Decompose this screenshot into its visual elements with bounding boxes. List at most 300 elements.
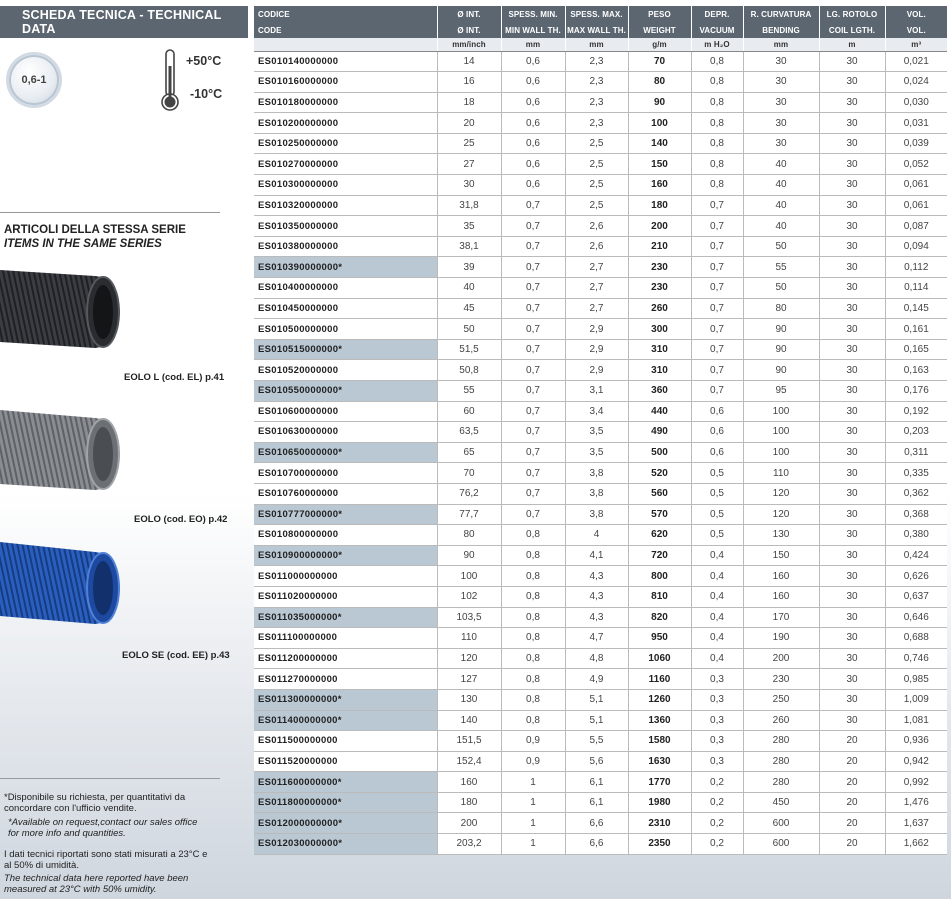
cell-min-wall: 0,7 [501, 278, 565, 299]
cell-inner-diameter: 152,4 [437, 751, 501, 772]
table-row [254, 566, 947, 587]
cell-weight: 720 [628, 545, 691, 566]
cell-max-wall: 2,7 [565, 298, 628, 319]
cell-vacuum: 0,7 [691, 195, 743, 216]
header-row-units [254, 38, 947, 51]
cell-weight: 440 [628, 401, 691, 422]
cell-code: ES012030000000* [254, 834, 437, 855]
table-row [254, 525, 947, 546]
table-row [254, 360, 947, 381]
cell-bending: 160 [743, 586, 819, 607]
cell-bending: 190 [743, 628, 819, 649]
cell-vacuum: 0,4 [691, 566, 743, 587]
cell-code: ES010500000000 [254, 319, 437, 340]
cell-weight: 140 [628, 133, 691, 154]
cell-vacuum: 0,2 [691, 792, 743, 813]
cell-max-wall: 2,9 [565, 360, 628, 381]
cell-min-wall: 0,6 [501, 175, 565, 196]
cell-code: ES011035000000* [254, 607, 437, 628]
hose-image-eolo-se [0, 540, 130, 632]
cell-vacuum: 0,3 [691, 751, 743, 772]
cell-inner-diameter: 180 [437, 792, 501, 813]
cell-min-wall: 0,7 [501, 504, 565, 525]
cell-bending: 600 [743, 813, 819, 834]
cell-vacuum: 0,3 [691, 689, 743, 710]
cell-max-wall: 2,9 [565, 339, 628, 360]
cell-coil-length: 30 [819, 442, 885, 463]
product-label-eolo-l: EOLO L (cod. EL) p.41 [124, 372, 225, 383]
table-body [254, 51, 947, 854]
cell-max-wall: 3,4 [565, 401, 628, 422]
cell-coil-length: 30 [819, 175, 885, 196]
cell-inner-diameter: 140 [437, 710, 501, 731]
cell-max-wall: 4,3 [565, 586, 628, 607]
cell-inner-diameter: 20 [437, 113, 501, 134]
cell-min-wall: 0,8 [501, 648, 565, 669]
header-min-wall: MIN WALL TH. [501, 22, 565, 38]
cell-bending: 90 [743, 360, 819, 381]
cell-coil-length: 30 [819, 525, 885, 546]
cell-vacuum: 0,8 [691, 72, 743, 93]
table-row [254, 834, 947, 855]
cell-max-wall: 4,3 [565, 607, 628, 628]
cell-code: ES010760000000 [254, 483, 437, 504]
cell-coil-length: 20 [819, 751, 885, 772]
cell-bending: 30 [743, 92, 819, 113]
cell-max-wall: 5,1 [565, 689, 628, 710]
cell-min-wall: 0,7 [501, 339, 565, 360]
cell-code: ES010450000000 [254, 298, 437, 319]
cell-bending: 100 [743, 442, 819, 463]
cell-vacuum: 0,2 [691, 772, 743, 793]
cell-code: ES011270000000 [254, 669, 437, 690]
cell-inner-diameter: 45 [437, 298, 501, 319]
cell-vacuum: 0,6 [691, 401, 743, 422]
note-availability-it: *Disponibile su richiesta, per quantitativi da concordare con l'ufficio vendite. [4, 792, 186, 814]
cell-weight: 950 [628, 628, 691, 649]
cell-bending: 280 [743, 731, 819, 752]
cell-bending: 80 [743, 298, 819, 319]
cell-code: ES011020000000 [254, 586, 437, 607]
cell-bending: 40 [743, 195, 819, 216]
cell-min-wall: 1 [501, 834, 565, 855]
temperature-max: +50°C [186, 54, 222, 68]
technical-data-table [254, 6, 947, 855]
cell-weight: 1360 [628, 710, 691, 731]
cell-min-wall: 0,7 [501, 236, 565, 257]
cell-volume: 0,424 [885, 545, 947, 566]
cell-vacuum: 0,3 [691, 669, 743, 690]
cell-min-wall: 0,6 [501, 92, 565, 113]
cell-min-wall: 0,7 [501, 298, 565, 319]
cell-code: ES010140000000 [254, 51, 437, 72]
header-max-wall: MAX WALL TH. [565, 22, 628, 38]
table-row [254, 648, 947, 669]
cell-code: ES010777000000* [254, 504, 437, 525]
cell-inner-diameter: 120 [437, 648, 501, 669]
cell-inner-diameter: 160 [437, 772, 501, 793]
cell-min-wall: 0,9 [501, 731, 565, 752]
cell-code: ES010180000000 [254, 92, 437, 113]
header-weight: PESO [628, 6, 691, 22]
cell-max-wall: 2,5 [565, 154, 628, 175]
cell-coil-length: 30 [819, 236, 885, 257]
cell-inner-diameter: 38,1 [437, 236, 501, 257]
cell-vacuum: 0,8 [691, 51, 743, 72]
cell-inner-diameter: 35 [437, 216, 501, 237]
cell-volume: 0,637 [885, 586, 947, 607]
cell-max-wall: 2,3 [565, 92, 628, 113]
cell-weight: 560 [628, 483, 691, 504]
cell-weight: 230 [628, 257, 691, 278]
cell-bending: 130 [743, 525, 819, 546]
cell-code: ES011300000000* [254, 689, 437, 710]
pressure-badge: 0,6-1 [6, 52, 62, 108]
cell-inner-diameter: 130 [437, 689, 501, 710]
cell-code: ES012000000000* [254, 813, 437, 834]
cell-min-wall: 0,6 [501, 133, 565, 154]
cell-volume: 0,114 [885, 278, 947, 299]
cell-coil-length: 30 [819, 51, 885, 72]
header-weight: WEIGHT [628, 22, 691, 38]
cell-volume: 0,031 [885, 113, 947, 134]
cell-bending: 90 [743, 339, 819, 360]
cell-weight: 80 [628, 72, 691, 93]
cell-volume: 0,052 [885, 154, 947, 175]
cell-min-wall: 0,8 [501, 669, 565, 690]
cell-volume: 0,087 [885, 216, 947, 237]
cell-coil-length: 20 [819, 772, 885, 793]
cell-max-wall: 4 [565, 525, 628, 546]
cell-vacuum: 0,8 [691, 113, 743, 134]
cell-coil-length: 30 [819, 154, 885, 175]
cell-volume: 0,176 [885, 381, 947, 402]
cell-inner-diameter: 14 [437, 51, 501, 72]
cell-min-wall: 0,7 [501, 463, 565, 484]
cell-vacuum: 0,8 [691, 133, 743, 154]
cell-min-wall: 1 [501, 813, 565, 834]
left-panel [0, 0, 248, 899]
cell-bending: 120 [743, 483, 819, 504]
cell-bending: 95 [743, 381, 819, 402]
table-row [254, 442, 947, 463]
cell-weight: 260 [628, 298, 691, 319]
cell-max-wall: 2,7 [565, 278, 628, 299]
cell-coil-length: 30 [819, 298, 885, 319]
cell-volume: 0,311 [885, 442, 947, 463]
cell-min-wall: 0,7 [501, 442, 565, 463]
cell-max-wall: 5,1 [565, 710, 628, 731]
cell-code: ES011100000000 [254, 628, 437, 649]
cell-inner-diameter: 51,5 [437, 339, 501, 360]
product-label-eolo-se: EOLO SE (cod. EE) p.43 [122, 650, 230, 661]
cell-inner-diameter: 50,8 [437, 360, 501, 381]
cell-weight: 70 [628, 51, 691, 72]
table-row [254, 813, 947, 834]
table-row [254, 463, 947, 484]
cell-volume: 0,203 [885, 422, 947, 443]
cell-volume: 1,637 [885, 813, 947, 834]
cell-code: ES010160000000 [254, 72, 437, 93]
cell-coil-length: 30 [819, 669, 885, 690]
cell-bending: 170 [743, 607, 819, 628]
cell-min-wall: 0,7 [501, 319, 565, 340]
cell-code: ES010650000000* [254, 442, 437, 463]
table-row [254, 257, 947, 278]
cell-vacuum: 0,3 [691, 731, 743, 752]
cell-code: ES010350000000 [254, 216, 437, 237]
cell-inner-diameter: 50 [437, 319, 501, 340]
header-inner-diameter: Ø INT. [437, 22, 501, 38]
cell-vacuum: 0,2 [691, 813, 743, 834]
cell-coil-length: 30 [819, 566, 885, 587]
table-row [254, 216, 947, 237]
cell-weight: 300 [628, 319, 691, 340]
table-row [254, 504, 947, 525]
cell-inner-diameter: 30 [437, 175, 501, 196]
cell-vacuum: 0,7 [691, 298, 743, 319]
header-max-wall: SPESS. MAX. [565, 6, 628, 22]
cell-code: ES010270000000 [254, 154, 437, 175]
divider [0, 212, 220, 213]
header-coil-length: m [819, 38, 885, 51]
cell-code: ES011600000000* [254, 772, 437, 793]
cell-inner-diameter: 80 [437, 525, 501, 546]
cell-vacuum: 0,7 [691, 216, 743, 237]
cell-volume: 0,380 [885, 525, 947, 546]
cell-max-wall: 2,9 [565, 319, 628, 340]
cell-weight: 1060 [628, 648, 691, 669]
cell-coil-length: 30 [819, 483, 885, 504]
thermometer-icon [158, 48, 182, 112]
cell-code: ES011400000000* [254, 710, 437, 731]
cell-coil-length: 30 [819, 545, 885, 566]
cell-max-wall: 3,8 [565, 504, 628, 525]
cell-weight: 1580 [628, 731, 691, 752]
cell-max-wall: 4,1 [565, 545, 628, 566]
cell-bending: 40 [743, 175, 819, 196]
cell-min-wall: 0,7 [501, 216, 565, 237]
hose-image-eolo-l [0, 262, 130, 354]
cell-coil-length: 30 [819, 463, 885, 484]
header-code [254, 38, 437, 51]
cell-vacuum: 0,4 [691, 648, 743, 669]
cell-code: ES011500000000 [254, 731, 437, 752]
cell-code: ES010550000000* [254, 381, 437, 402]
cell-coil-length: 30 [819, 195, 885, 216]
cell-bending: 50 [743, 278, 819, 299]
table-row [254, 133, 947, 154]
table-row [254, 92, 947, 113]
header-row-italian [254, 6, 947, 22]
cell-volume: 0,094 [885, 236, 947, 257]
header-bending: R. CURVATURA [743, 6, 819, 22]
cell-inner-diameter: 55 [437, 381, 501, 402]
table-row [254, 669, 947, 690]
cell-weight: 500 [628, 442, 691, 463]
cell-inner-diameter: 18 [437, 92, 501, 113]
cell-max-wall: 3,8 [565, 463, 628, 484]
cell-volume: 0,992 [885, 772, 947, 793]
table-row [254, 401, 947, 422]
table-row [254, 319, 947, 340]
cell-vacuum: 0,2 [691, 834, 743, 855]
cell-inner-diameter: 90 [437, 545, 501, 566]
cell-coil-length: 30 [819, 278, 885, 299]
cell-min-wall: 0,8 [501, 710, 565, 731]
cell-volume: 0,030 [885, 92, 947, 113]
cell-max-wall: 2,6 [565, 236, 628, 257]
cell-volume: 1,009 [885, 689, 947, 710]
header-volume: m³ [885, 38, 947, 51]
cell-min-wall: 0,7 [501, 257, 565, 278]
cell-bending: 280 [743, 751, 819, 772]
cell-vacuum: 0,7 [691, 278, 743, 299]
table-row [254, 751, 947, 772]
cell-weight: 150 [628, 154, 691, 175]
cell-vacuum: 0,5 [691, 525, 743, 546]
cell-bending: 160 [743, 566, 819, 587]
product-label-eolo: EOLO (cod. EO) p.42 [134, 514, 228, 525]
cell-min-wall: 0,8 [501, 628, 565, 649]
cell-inner-diameter: 60 [437, 401, 501, 422]
cell-code: ES010200000000 [254, 113, 437, 134]
cell-weight: 1980 [628, 792, 691, 813]
series-title: ARTICOLI DELLA STESSA SERIE [4, 224, 186, 236]
cell-inner-diameter: 151,5 [437, 731, 501, 752]
table-row [254, 628, 947, 649]
cell-code: ES011520000000 [254, 751, 437, 772]
cell-volume: 0,368 [885, 504, 947, 525]
cell-coil-length: 30 [819, 422, 885, 443]
cell-min-wall: 0,7 [501, 422, 565, 443]
table-row [254, 381, 947, 402]
cell-vacuum: 0,7 [691, 339, 743, 360]
cell-min-wall: 0,7 [501, 381, 565, 402]
cell-code: ES011000000000 [254, 566, 437, 587]
cell-volume: 1,662 [885, 834, 947, 855]
cell-vacuum: 0,8 [691, 92, 743, 113]
cell-min-wall: 0,8 [501, 586, 565, 607]
cell-vacuum: 0,7 [691, 381, 743, 402]
cell-min-wall: 0,7 [501, 483, 565, 504]
cell-volume: 0,024 [885, 72, 947, 93]
cell-vacuum: 0,6 [691, 442, 743, 463]
cell-weight: 820 [628, 607, 691, 628]
cell-code: ES010600000000 [254, 401, 437, 422]
cell-volume: 0,161 [885, 319, 947, 340]
cell-min-wall: 0,7 [501, 360, 565, 381]
header-bending: BENDING [743, 22, 819, 38]
cell-vacuum: 0,8 [691, 154, 743, 175]
cell-weight: 620 [628, 525, 691, 546]
hose-image-eolo [0, 404, 130, 496]
cell-weight: 2350 [628, 834, 691, 855]
cell-volume: 0,335 [885, 463, 947, 484]
cell-coil-length: 30 [819, 257, 885, 278]
cell-volume: 0,163 [885, 360, 947, 381]
table-row [254, 236, 947, 257]
cell-coil-length: 30 [819, 710, 885, 731]
header-max-wall: mm [565, 38, 628, 51]
cell-coil-length: 30 [819, 319, 885, 340]
cell-volume: 0,165 [885, 339, 947, 360]
cell-bending: 280 [743, 772, 819, 793]
cell-weight: 490 [628, 422, 691, 443]
cell-volume: 0,192 [885, 401, 947, 422]
header-min-wall: mm [501, 38, 565, 51]
cell-max-wall: 6,6 [565, 834, 628, 855]
cell-inner-diameter: 76,2 [437, 483, 501, 504]
cell-vacuum: 0,7 [691, 257, 743, 278]
header-vacuum: DEPR. [691, 6, 743, 22]
cell-vacuum: 0,6 [691, 422, 743, 443]
table-row [254, 278, 947, 299]
cell-min-wall: 0,8 [501, 689, 565, 710]
cell-min-wall: 0,6 [501, 113, 565, 134]
cell-inner-diameter: 103,5 [437, 607, 501, 628]
cell-max-wall: 2,5 [565, 175, 628, 196]
table-row [254, 298, 947, 319]
cell-min-wall: 1 [501, 792, 565, 813]
cell-weight: 2310 [628, 813, 691, 834]
cell-max-wall: 4,3 [565, 566, 628, 587]
cell-vacuum: 0,5 [691, 483, 743, 504]
cell-vacuum: 0,4 [691, 607, 743, 628]
cell-max-wall: 2,5 [565, 195, 628, 216]
table-row [254, 586, 947, 607]
cell-vacuum: 0,5 [691, 504, 743, 525]
cell-max-wall: 2,3 [565, 72, 628, 93]
cell-weight: 1770 [628, 772, 691, 793]
cell-max-wall: 5,6 [565, 751, 628, 772]
table-row [254, 72, 947, 93]
cell-code: ES010400000000 [254, 278, 437, 299]
cell-inner-diameter: 110 [437, 628, 501, 649]
cell-bending: 600 [743, 834, 819, 855]
cell-coil-length: 30 [819, 133, 885, 154]
cell-bending: 230 [743, 669, 819, 690]
cell-weight: 180 [628, 195, 691, 216]
cell-weight: 1160 [628, 669, 691, 690]
cell-volume: 0,646 [885, 607, 947, 628]
cell-inner-diameter: 203,2 [437, 834, 501, 855]
cell-bending: 40 [743, 216, 819, 237]
cell-bending: 250 [743, 689, 819, 710]
cell-max-wall: 6,6 [565, 813, 628, 834]
table-row [254, 689, 947, 710]
cell-max-wall: 6,1 [565, 792, 628, 813]
cell-coil-length: 20 [819, 792, 885, 813]
table-row [254, 483, 947, 504]
table-row [254, 772, 947, 793]
cell-code: ES010520000000 [254, 360, 437, 381]
cell-inner-diameter: 127 [437, 669, 501, 690]
cell-max-wall: 3,1 [565, 381, 628, 402]
cell-min-wall: 0,8 [501, 607, 565, 628]
cell-code: ES011800000000* [254, 792, 437, 813]
table-row [254, 51, 947, 72]
cell-inner-diameter: 77,7 [437, 504, 501, 525]
cell-weight: 90 [628, 92, 691, 113]
cell-min-wall: 0,7 [501, 401, 565, 422]
note-measurement-en: The technical data here reported have been measured at 23°C with 50% umidity. [4, 873, 189, 895]
header-inner-diameter: mm/inch [437, 38, 501, 51]
cell-max-wall: 2,3 [565, 113, 628, 134]
header-row-english [254, 22, 947, 38]
cell-bending: 55 [743, 257, 819, 278]
table-row [254, 731, 947, 752]
